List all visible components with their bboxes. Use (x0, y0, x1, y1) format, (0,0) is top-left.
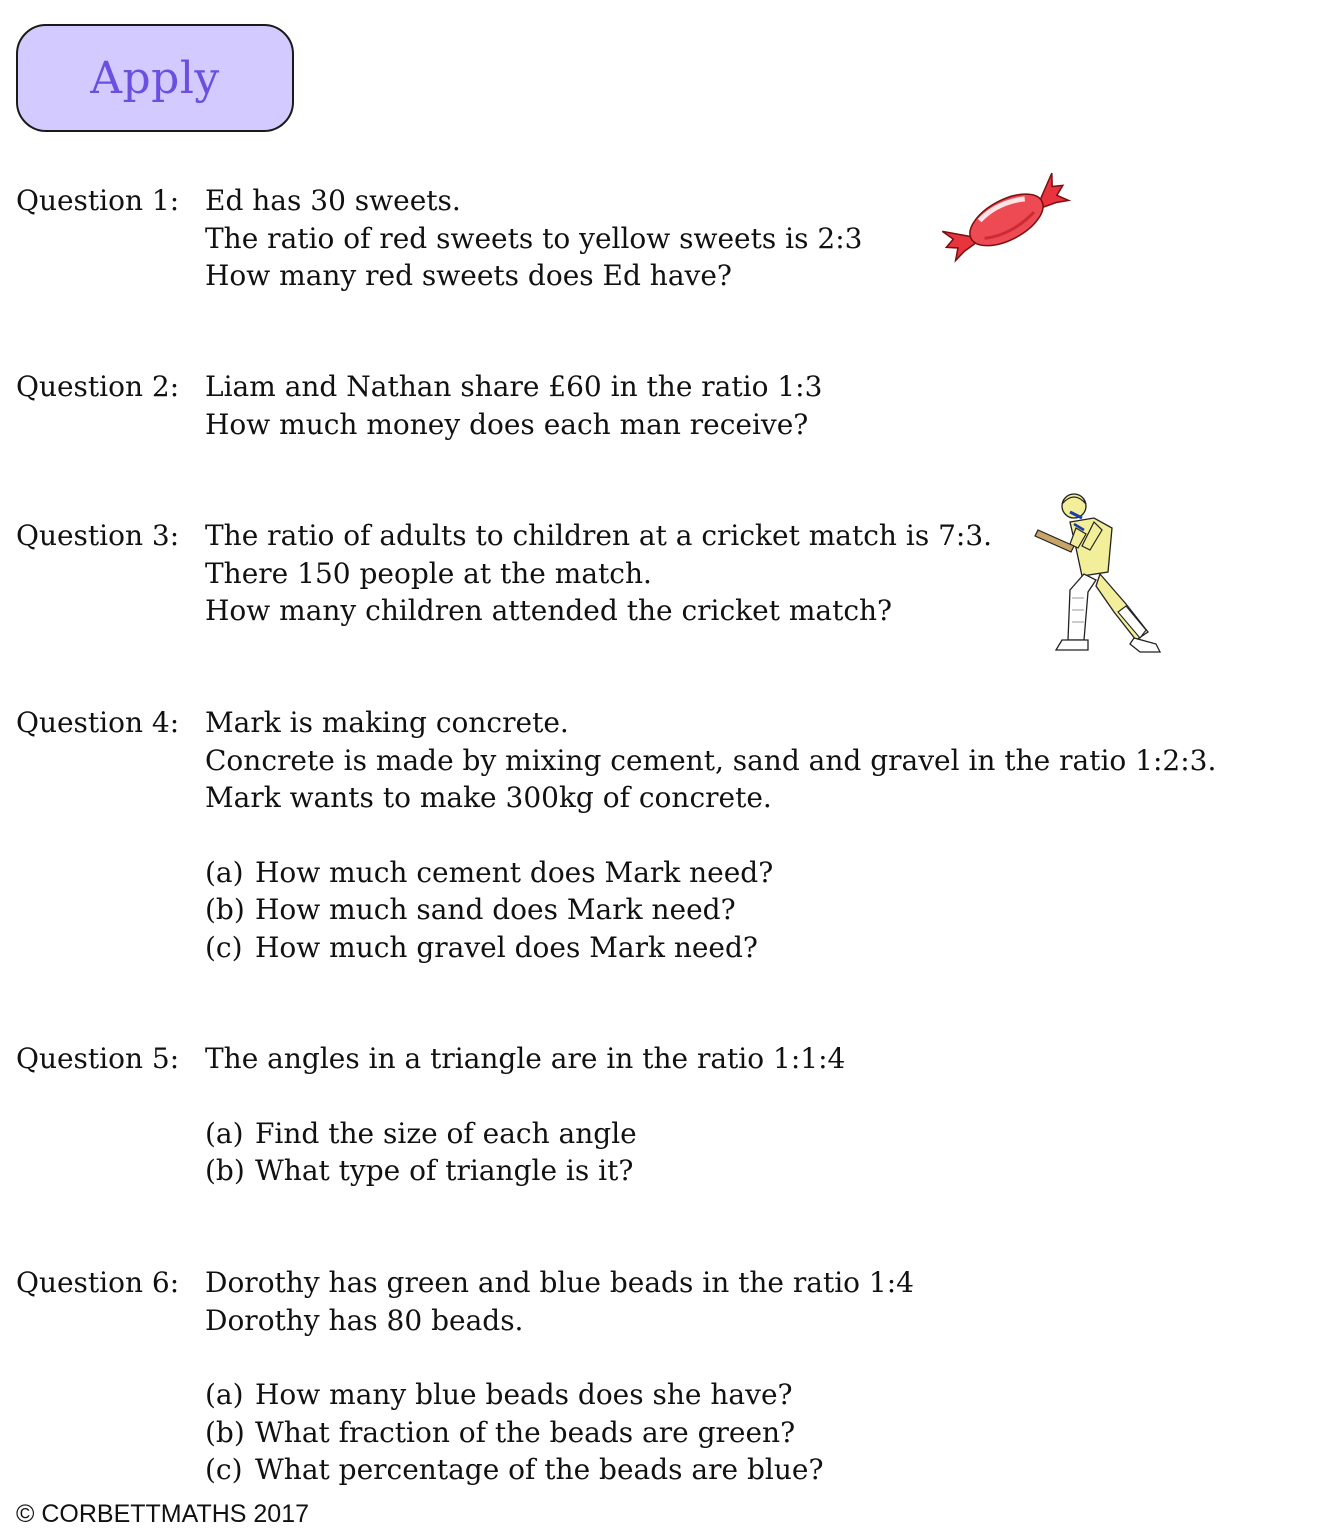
part-text: How much gravel does Mark need? (255, 930, 758, 964)
question-line: Ed has 30 sweets. (205, 184, 461, 217)
cricketer-icon (1030, 488, 1166, 662)
question-line: Dorothy has green and blue beads in the ratio 1:4 (205, 1266, 914, 1299)
part-letter: (c) (205, 1453, 243, 1486)
question-line: There 150 people at the match. (205, 556, 652, 590)
spacer (205, 817, 1216, 854)
part-letter: (a) (205, 1116, 244, 1150)
question-label: Question 4: (16, 706, 180, 739)
question-label: Question 3: (16, 519, 180, 552)
apply-badge (16, 24, 294, 132)
part-text: How much sand does Mark need? (255, 893, 736, 926)
part-text: How much cement does Mark need? (255, 855, 774, 889)
question-body (205, 1040, 845, 1190)
question-part (205, 1451, 914, 1489)
sweet-icon (938, 170, 1074, 268)
question-label: Question 5: (16, 1042, 180, 1075)
question-label: Question 1: (16, 184, 180, 217)
question-body (205, 704, 1216, 966)
question-part (205, 854, 1216, 892)
question-line: Dorothy has 80 beads. (205, 1303, 524, 1337)
question-body (205, 1264, 914, 1489)
part-letter: (b) (205, 893, 245, 926)
question-line: Mark is making concrete. (205, 706, 569, 739)
part-text: What type of triangle is it? (255, 1154, 634, 1187)
copyright-footer: © CORBETTMATHS 2017 (16, 1500, 310, 1528)
question-line: How many red sweets does Ed have? (205, 259, 732, 292)
part-letter: (b) (205, 1154, 245, 1187)
question-body (205, 182, 862, 295)
question-body (205, 517, 992, 630)
part-text: How many blue beads does she have? (255, 1378, 793, 1411)
part-text: What fraction of the beads are green? (255, 1415, 796, 1449)
part-text: What percentage of the beads are blue? (255, 1453, 824, 1486)
question-line: The ratio of adults to children at a cricket match is 7:3. (205, 519, 993, 552)
question-part (205, 1115, 845, 1153)
question-line: How many children attended the cricket match? (205, 594, 893, 627)
part-letter: (c) (205, 930, 243, 964)
question-line: The angles in a triangle are in the ratio 1:1:4 (205, 1042, 846, 1075)
part-letter: (b) (205, 1415, 245, 1449)
question-body (205, 368, 822, 443)
question-part (205, 929, 1216, 967)
part-text: Find the size of each angle (255, 1116, 637, 1150)
part-letter: (a) (205, 1378, 244, 1411)
question-part (205, 891, 1216, 929)
question-line: How much money does each man receive? (205, 407, 809, 441)
part-letter: (a) (205, 855, 244, 889)
question-line: Liam and Nathan share £60 in the ratio 1:3 (205, 370, 823, 403)
question-label: Question 2: (16, 370, 180, 403)
apply-label: Apply (90, 52, 220, 104)
question-part (205, 1376, 914, 1414)
question-line: Concrete is made by mixing cement, sand and gravel in the ratio 1:2:3. (205, 743, 1217, 777)
spacer (205, 1078, 845, 1115)
question-line: Mark wants to make 300kg of concrete. (205, 781, 772, 814)
spacer (205, 1339, 914, 1376)
question-label: Question 6: (16, 1266, 180, 1299)
question-part (205, 1414, 914, 1452)
question-part (205, 1152, 845, 1190)
question-line: The ratio of red sweets to yellow sweets is 2:3 (205, 221, 863, 255)
